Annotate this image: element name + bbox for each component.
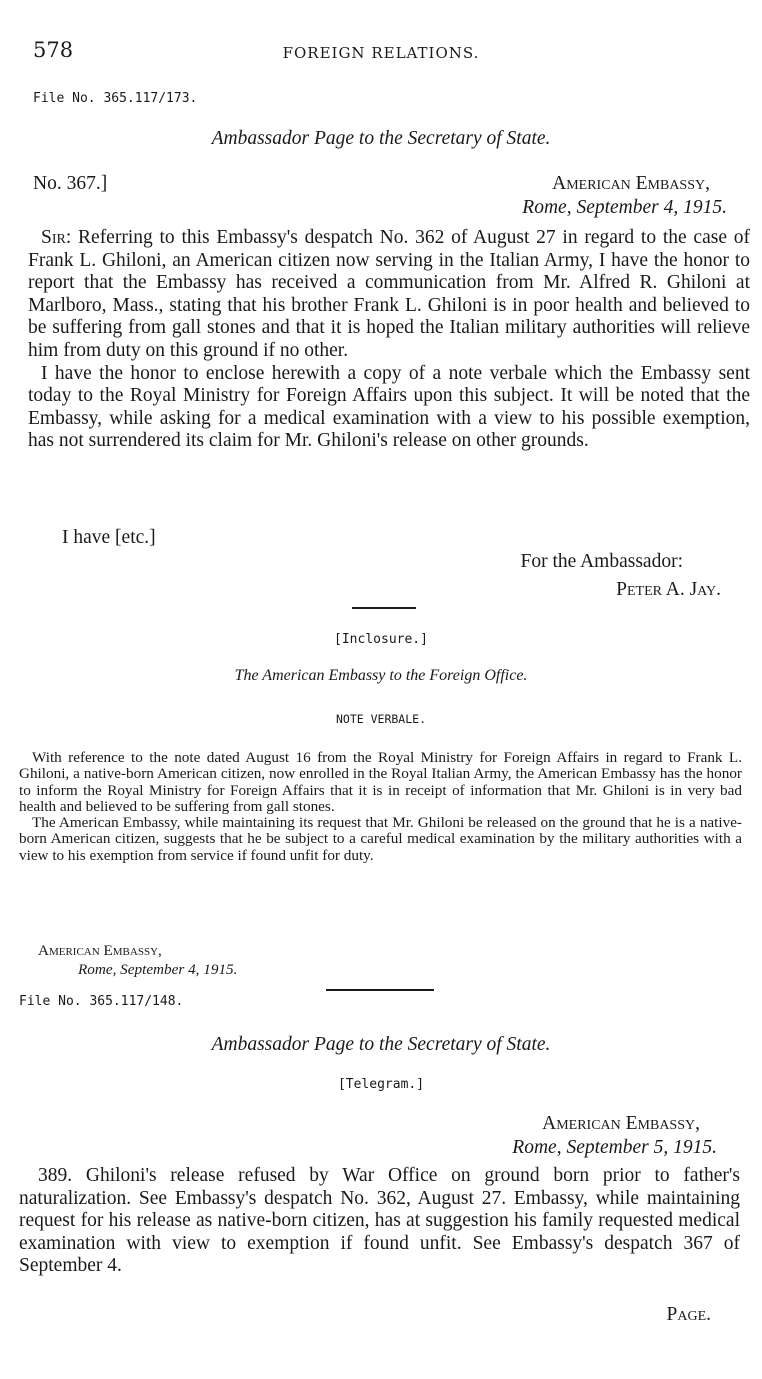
note-paragraph: The American Embassy, while maintaining its request that Mr. Ghiloni be released on the ground that he is a native-born American citizen, suggests that he be subject to a careful medical examination by the military authorities with a view to his exemption from service if found unfit for duty. [19, 814, 742, 864]
dateline: Rome, September 4, 1915. [522, 197, 727, 218]
note-place: American Embassy, [38, 942, 162, 959]
divider [326, 989, 434, 991]
note-verbale-heading: NOTE VERBALE. [335, 712, 426, 726]
running-title: FOREIGN RELATIONS. [282, 44, 480, 62]
file-number: File No. 365.117/173. [33, 91, 198, 106]
letter-body [28, 227, 750, 453]
salutation: Sir: [41, 227, 72, 248]
note-paragraph: With reference to the note dated August 16 from the Royal Ministry for Foreign Affairs in regard to Frank L. Ghiloni, a native-born American citizen, now enrolled in the Royal Italian Army, the American Embassy has the honor to inform the Royal Ministry for Foreign Affairs that it is in receipt of information that Mr. Ghiloni is in very bad health and believed to be suffering from gall stones. [19, 749, 742, 815]
letter-paragraph: I have the honor to enclose herewith a copy of a note verbale which the Embassy sent today to the Royal Ministry for Foreign Affairs upon this subject. It will be noted that the Embassy, while asking for a medical examination with a view to his possible exemption, has not surrendered its claim for Mr. Ghiloni's release on other grounds. [28, 362, 750, 452]
signature: Peter A. Jay. [616, 579, 721, 600]
despatch-number: No. 367.] [33, 173, 108, 194]
page-number: 578 [33, 38, 74, 62]
telegram-paragraph: 389. Ghiloni's release refused by War Office on ground born prior to father's naturalization. See Embassy's despatch No. 362, August 27. Embassy, while maintaining request for his release as native-born citizen, has at suggestion his family requested medical examination with view to exemption if found unfit. See Embassy's despatch 367 of September 4. [19, 1165, 740, 1277]
for-ambassador-line: For the Ambassador: [520, 551, 683, 572]
telegram-label: [Telegram.] [337, 1077, 425, 1092]
note-dateline: Rome, September 4, 1915. [78, 961, 238, 978]
paragraph-text: Referring to this Embassy's despatch No. 362 of August 27 in regard to the case of Frank L. Ghiloni, an American citizen now serving in the Italian Army, I have the honor to report that the Embassy has received a communication from Mr. Alfred R. Ghiloni at Marlboro, Mass., stating that his brother Frank L. Ghiloni is in poor health and believed to be suffering from gall stones and that it is hoped the Italian military authorities will relieve him from duty on this ground if no other. [28, 227, 750, 361]
file-number: File No. 365.117/148. [19, 994, 184, 1009]
inclosure-label: [Inclosure.] [334, 632, 428, 647]
document-title: Ambassador Page to the Secretary of State. [211, 128, 551, 149]
telegram-body [19, 1165, 740, 1278]
document-title: Ambassador Page to the Secretary of State. [211, 1034, 551, 1055]
dateline: Rome, September 5, 1915. [512, 1137, 717, 1158]
sender-place: American Embassy, [552, 173, 710, 194]
closing: I have [etc.] [62, 527, 156, 548]
inclosure-title: The American Embassy to the Foreign Office. [234, 667, 528, 684]
divider [352, 607, 416, 609]
note-verbale-body [19, 750, 742, 864]
sender-place: American Embassy, [542, 1113, 700, 1134]
signature: Page. [666, 1304, 711, 1325]
letter-paragraph [28, 227, 750, 363]
